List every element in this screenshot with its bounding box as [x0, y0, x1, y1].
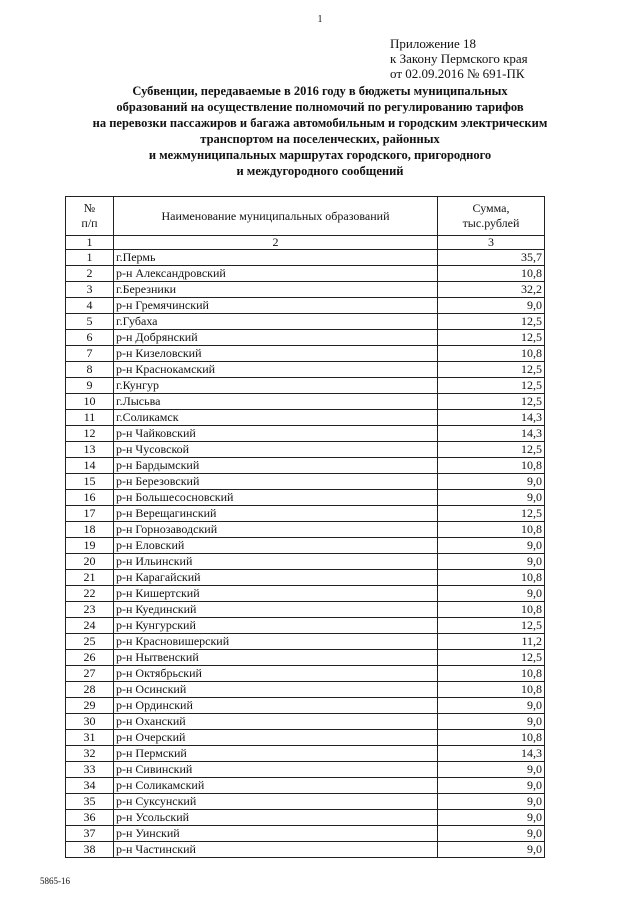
- subsidy-amount: 9,0: [438, 474, 545, 490]
- title-line: транспортом на поселенческих, районных: [200, 132, 440, 146]
- municipality-name: г.Березники: [114, 282, 438, 298]
- municipality-name: р-н Гремячинский: [114, 298, 438, 314]
- municipality-name: р-н Усольский: [114, 810, 438, 826]
- municipality-name: р-н Александровский: [114, 266, 438, 282]
- municipality-name: р-н Краснокамский: [114, 362, 438, 378]
- municipality-name: р-н Чайковский: [114, 426, 438, 442]
- municipality-name: р-н Соликамский: [114, 778, 438, 794]
- subsidy-amount: 9,0: [438, 538, 545, 554]
- row-number: 25: [66, 634, 114, 650]
- row-number: 29: [66, 698, 114, 714]
- subsidy-amount: 12,5: [438, 314, 545, 330]
- table-row: [66, 586, 545, 602]
- subsidy-amount: 9,0: [438, 778, 545, 794]
- municipality-name: г.Кунгур: [114, 378, 438, 394]
- municipality-name: р-н Сивинский: [114, 762, 438, 778]
- table-row: [66, 698, 545, 714]
- subsidy-amount: 10,8: [438, 730, 545, 746]
- row-number: 36: [66, 810, 114, 826]
- table-row: [66, 490, 545, 506]
- subsidy-amount: 9,0: [438, 298, 545, 314]
- table-row: [66, 746, 545, 762]
- subsidy-amount: 12,5: [438, 330, 545, 346]
- subsidy-amount: 14,3: [438, 426, 545, 442]
- subsidies-table: [65, 196, 545, 858]
- title-line: образований на осуществление полномочий по регулированию тарифов: [116, 100, 524, 114]
- row-number: 31: [66, 730, 114, 746]
- subsidy-amount: 32,2: [438, 282, 545, 298]
- row-number: 13: [66, 442, 114, 458]
- table-row: [66, 714, 545, 730]
- municipality-name: р-н Березовский: [114, 474, 438, 490]
- row-number: 14: [66, 458, 114, 474]
- subsidy-amount: 12,5: [438, 378, 545, 394]
- municipality-name: г.Губаха: [114, 314, 438, 330]
- column-number-row: [66, 236, 545, 250]
- row-number: 3: [66, 282, 114, 298]
- table-row: [66, 442, 545, 458]
- subsidy-amount: 10,8: [438, 602, 545, 618]
- row-number: 8: [66, 362, 114, 378]
- subsidy-amount: 9,0: [438, 842, 545, 858]
- municipality-name: г.Лысьва: [114, 394, 438, 410]
- subsidy-amount: 10,8: [438, 682, 545, 698]
- municipality-name: р-н Еловский: [114, 538, 438, 554]
- row-number: 38: [66, 842, 114, 858]
- column-number: 3: [438, 236, 545, 250]
- table-row: [66, 762, 545, 778]
- table-header-row: [66, 197, 545, 236]
- municipality-name: р-н Ильинский: [114, 554, 438, 570]
- row-number: 4: [66, 298, 114, 314]
- table-row: [66, 634, 545, 650]
- table-row: [66, 266, 545, 282]
- appendix-line: от 02.09.2016 № 691-ПК: [390, 66, 525, 81]
- subsidy-amount: 10,8: [438, 458, 545, 474]
- table-row: [66, 810, 545, 826]
- title-line: и межмуниципальных маршрутах городского, пригородного: [148, 148, 492, 162]
- subsidy-amount: 10,8: [438, 666, 545, 682]
- table-row: [66, 618, 545, 634]
- subsidy-amount: 9,0: [438, 698, 545, 714]
- row-number: 24: [66, 618, 114, 634]
- table-row: [66, 730, 545, 746]
- footer-code: 5865-16: [40, 876, 70, 886]
- municipality-name: р-н Большесосновский: [114, 490, 438, 506]
- row-number: 6: [66, 330, 114, 346]
- municipality-name: р-н Верещагинский: [114, 506, 438, 522]
- row-number: 32: [66, 746, 114, 762]
- row-number: 11: [66, 410, 114, 426]
- subsidy-amount: 10,8: [438, 570, 545, 586]
- table-row: [66, 330, 545, 346]
- municipality-name: р-н Красновишерский: [114, 634, 438, 650]
- subsidy-amount: 12,5: [438, 618, 545, 634]
- municipality-name: р-н Кунгурский: [114, 618, 438, 634]
- title-line: и междугородного сообщений: [236, 164, 404, 178]
- row-number: 9: [66, 378, 114, 394]
- subsidy-amount: 12,5: [438, 650, 545, 666]
- row-number: 19: [66, 538, 114, 554]
- row-number: 15: [66, 474, 114, 490]
- table-row: [66, 394, 545, 410]
- row-number: 23: [66, 602, 114, 618]
- municipality-name: р-н Осинский: [114, 682, 438, 698]
- row-number: 1: [66, 250, 114, 266]
- row-number: 20: [66, 554, 114, 570]
- municipality-name: р-н Нытвенский: [114, 650, 438, 666]
- row-number: 35: [66, 794, 114, 810]
- column-number: 2: [114, 236, 438, 250]
- subsidy-amount: 12,5: [438, 362, 545, 378]
- row-number: 30: [66, 714, 114, 730]
- table-row: [66, 650, 545, 666]
- table-row: [66, 842, 545, 858]
- municipality-name: г.Пермь: [114, 250, 438, 266]
- header-name: Наименование муниципальных образований: [114, 197, 438, 236]
- row-number: 16: [66, 490, 114, 506]
- subsidy-amount: 9,0: [438, 810, 545, 826]
- row-number: 22: [66, 586, 114, 602]
- municipality-name: р-н Куединский: [114, 602, 438, 618]
- row-number: 5: [66, 314, 114, 330]
- subsidy-amount: 9,0: [438, 554, 545, 570]
- subsidy-amount: 12,5: [438, 442, 545, 458]
- row-number: 28: [66, 682, 114, 698]
- table-row: [66, 474, 545, 490]
- header-number: № п/п: [66, 197, 114, 236]
- subsidy-amount: 12,5: [438, 506, 545, 522]
- subsidy-amount: 9,0: [438, 490, 545, 506]
- subsidy-amount: 35,7: [438, 250, 545, 266]
- table-row: [66, 426, 545, 442]
- row-number: 2: [66, 266, 114, 282]
- appendix-line: Приложение 18: [390, 36, 477, 51]
- municipality-name: р-н Октябрьский: [114, 666, 438, 682]
- title-line: на перевозки пассажиров и багажа автомобильным и городским электрическим: [92, 116, 548, 130]
- table-row: [66, 410, 545, 426]
- municipality-name: р-н Горнозаводский: [114, 522, 438, 538]
- table-row: [66, 362, 545, 378]
- subsidy-amount: 9,0: [438, 586, 545, 602]
- table-row: [66, 826, 545, 842]
- row-number: 10: [66, 394, 114, 410]
- municipality-name: р-н Частинский: [114, 842, 438, 858]
- municipality-name: р-н Карагайский: [114, 570, 438, 586]
- row-number: 21: [66, 570, 114, 586]
- table-row: [66, 282, 545, 298]
- row-number: 17: [66, 506, 114, 522]
- column-number: 1: [66, 236, 114, 250]
- table-row: [66, 554, 545, 570]
- table-row: [66, 778, 545, 794]
- subsidy-amount: 9,0: [438, 826, 545, 842]
- table-row: [66, 666, 545, 682]
- subsidy-amount: 14,3: [438, 410, 545, 426]
- municipality-name: р-н Уинский: [114, 826, 438, 842]
- municipality-name: р-н Пермский: [114, 746, 438, 762]
- table-row: [66, 346, 545, 362]
- municipality-name: р-н Кишертский: [114, 586, 438, 602]
- row-number: 18: [66, 522, 114, 538]
- subsidy-amount: 12,5: [438, 394, 545, 410]
- subsidy-amount: 10,8: [438, 266, 545, 282]
- table-row: [66, 538, 545, 554]
- row-number: 7: [66, 346, 114, 362]
- subsidy-amount: 9,0: [438, 794, 545, 810]
- table-row: [66, 602, 545, 618]
- row-number: 37: [66, 826, 114, 842]
- subsidy-amount: 9,0: [438, 762, 545, 778]
- row-number: 34: [66, 778, 114, 794]
- subsidy-amount: 10,8: [438, 522, 545, 538]
- subsidy-amount: 10,8: [438, 346, 545, 362]
- municipality-name: р-н Ординский: [114, 698, 438, 714]
- municipality-name: р-н Очерский: [114, 730, 438, 746]
- row-number: 26: [66, 650, 114, 666]
- row-number: 33: [66, 762, 114, 778]
- page-number: 1: [317, 14, 323, 25]
- table-row: [66, 458, 545, 474]
- table-row: [66, 522, 545, 538]
- municipality-name: р-н Кизеловский: [114, 346, 438, 362]
- municipality-name: р-н Добрянский: [114, 330, 438, 346]
- appendix-reference: [390, 36, 528, 81]
- header-sum: Сумма, тыс.рублей: [438, 197, 545, 236]
- municipality-name: г.Соликамск: [114, 410, 438, 426]
- municipality-name: р-н Бардымский: [114, 458, 438, 474]
- municipality-name: р-н Чусовской: [114, 442, 438, 458]
- title-line: Субвенции, передаваемые в 2016 году в бюджеты муниципальных: [132, 84, 508, 98]
- subsidy-amount: 11,2: [438, 634, 545, 650]
- table-row: [66, 794, 545, 810]
- table-body: [66, 250, 545, 858]
- table-row: [66, 378, 545, 394]
- table-row: [66, 570, 545, 586]
- municipality-name: р-н Суксунский: [114, 794, 438, 810]
- table-row: [66, 506, 545, 522]
- table-row: [66, 682, 545, 698]
- row-number: 27: [66, 666, 114, 682]
- document-title: [40, 83, 600, 179]
- municipality-name: р-н Оханский: [114, 714, 438, 730]
- table-row: [66, 250, 545, 266]
- appendix-line: к Закону Пермского края: [390, 51, 528, 66]
- subsidy-amount: 9,0: [438, 714, 545, 730]
- row-number: 12: [66, 426, 114, 442]
- table-row: [66, 314, 545, 330]
- table-row: [66, 298, 545, 314]
- subsidy-amount: 14,3: [438, 746, 545, 762]
